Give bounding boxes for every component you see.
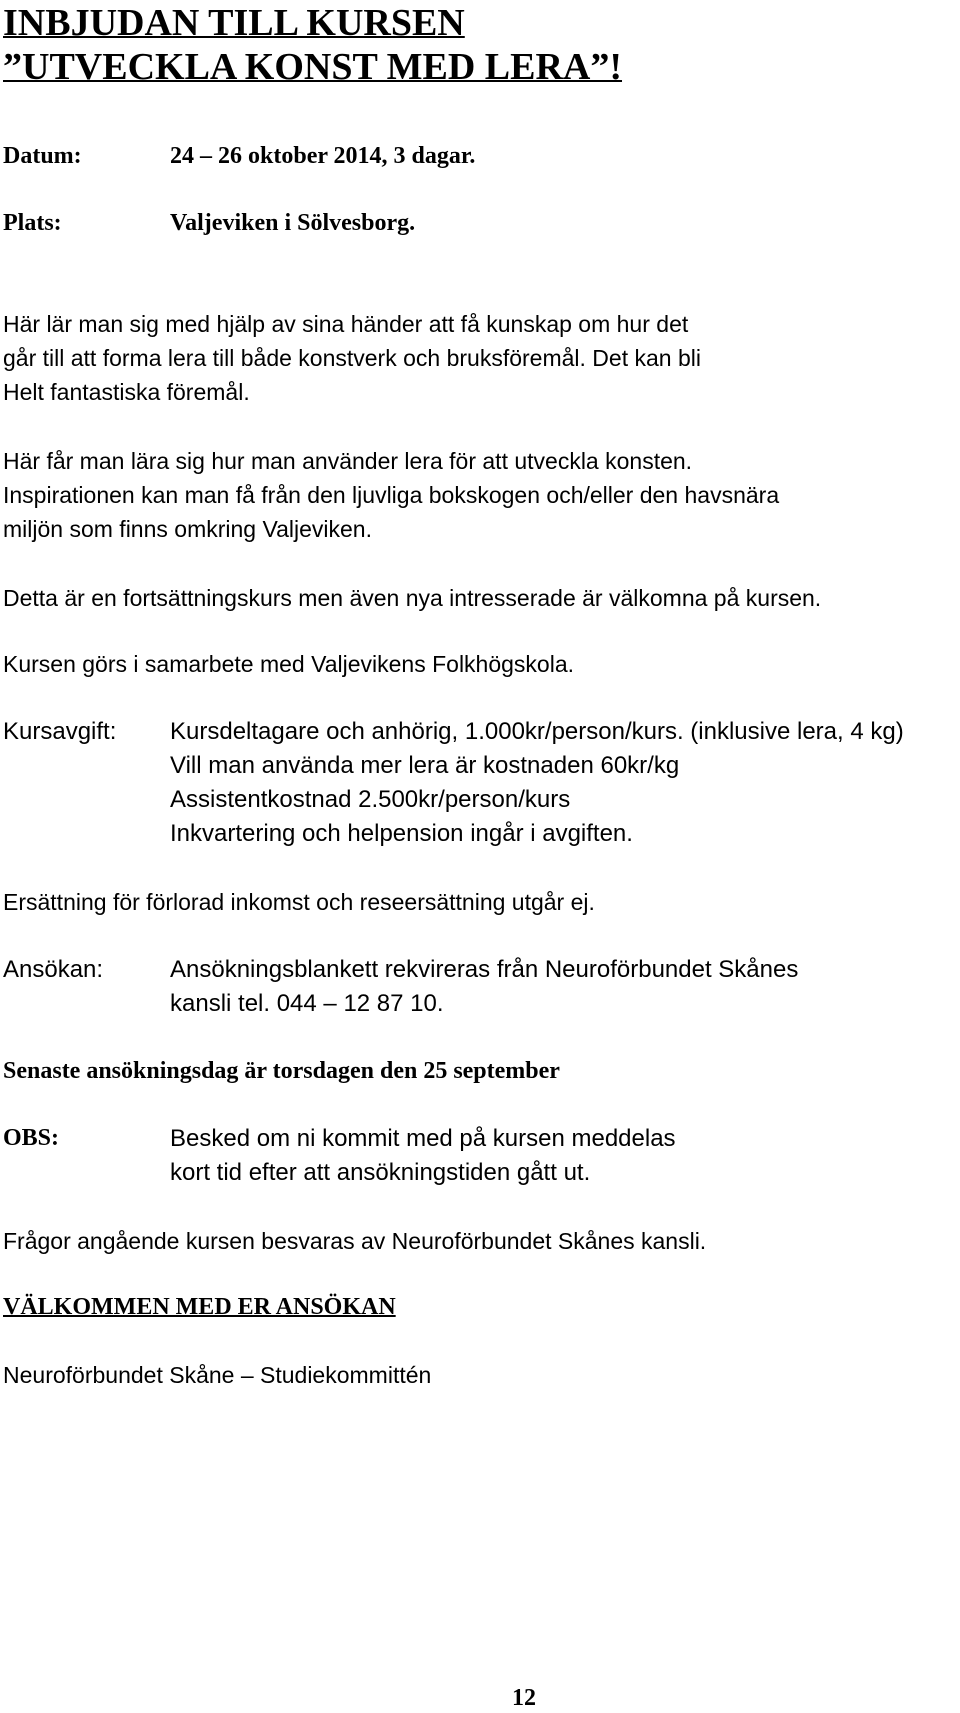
obs-line-2: kort tid efter att ansökningstiden gått ut.: [170, 1159, 591, 1186]
welcome-heading: VÄLKOMMEN MED ER ANSÖKAN: [3, 1294, 396, 1320]
kursavgift-line-2: Vill man använda mer lera är kostnaden 60kr/kg: [170, 752, 680, 779]
ansokan-line-1: Ansökningsblankett rekvireras från Neuroförbundet Skånes: [170, 956, 799, 983]
plats-value: Valjeviken i Sölvesborg.: [170, 210, 416, 236]
obs-label: OBS:: [3, 1125, 60, 1151]
kursavgift-label: Kursavgift:: [3, 718, 117, 745]
datum-label: Datum:: [3, 143, 82, 169]
deadline-text: Senaste ansökningsdag är torsdagen den 25 september: [3, 1058, 560, 1084]
document-title-line-2: ”UTVECKLA KONST MED LERA”!: [3, 46, 623, 88]
inspiration-line-1: Här får man lära sig hur man använder lera för att utveckla konsten.: [3, 448, 693, 474]
ansokan-label: Ansökan:: [3, 956, 104, 983]
document-title-line-1: INBJUDAN TILL KURSEN: [3, 2, 465, 44]
inspiration-line-3: miljön som finns omkring Valjeviken.: [3, 516, 372, 542]
kursavgift-line-4: Inkvartering och helpension ingår i avgiften.: [170, 820, 633, 847]
page-number: 12: [512, 1685, 536, 1711]
intro-line-3: Helt fantastiska föremål.: [3, 379, 250, 405]
inspiration-line-2: Inspirationen kan man få från den ljuvliga bokskogen och/eller den havsnära: [3, 482, 780, 508]
intro-line-1: Här lär man sig med hjälp av sina händer att få kunskap om hur det: [3, 311, 689, 337]
obs-line-1: Besked om ni kommit med på kursen meddelas: [170, 1125, 676, 1152]
kursavgift-line-1: Kursdeltagare och anhörig, 1.000kr/person/kurs. (inklusive lera, 4 kg): [170, 718, 904, 745]
cooperation-text: Kursen görs i samarbete med Valjevikens Folkhögskola.: [3, 651, 575, 677]
questions-text: Frågor angående kursen besvaras av Neuroförbundet Skånes kansli.: [3, 1228, 707, 1254]
plats-label: Plats:: [3, 210, 62, 236]
ansokan-line-2: kansli tel. 044 – 12 87 10.: [170, 990, 444, 1017]
signature-text: Neuroförbundet Skåne – Studiekommittén: [3, 1362, 432, 1388]
intro-line-2: går till att forma lera till både konstverk och bruksföremål. Det kan bli: [3, 345, 701, 371]
compensation-text: Ersättning för förlorad inkomst och reseersättning utgår ej.: [3, 889, 595, 915]
continuation-text: Detta är en fortsättningskurs men även nya intresserade är välkomna på kursen.: [3, 585, 822, 611]
datum-value: 24 – 26 oktober 2014, 3 dagar.: [170, 143, 476, 169]
kursavgift-line-3: Assistentkostnad 2.500kr/person/kurs: [170, 786, 571, 813]
